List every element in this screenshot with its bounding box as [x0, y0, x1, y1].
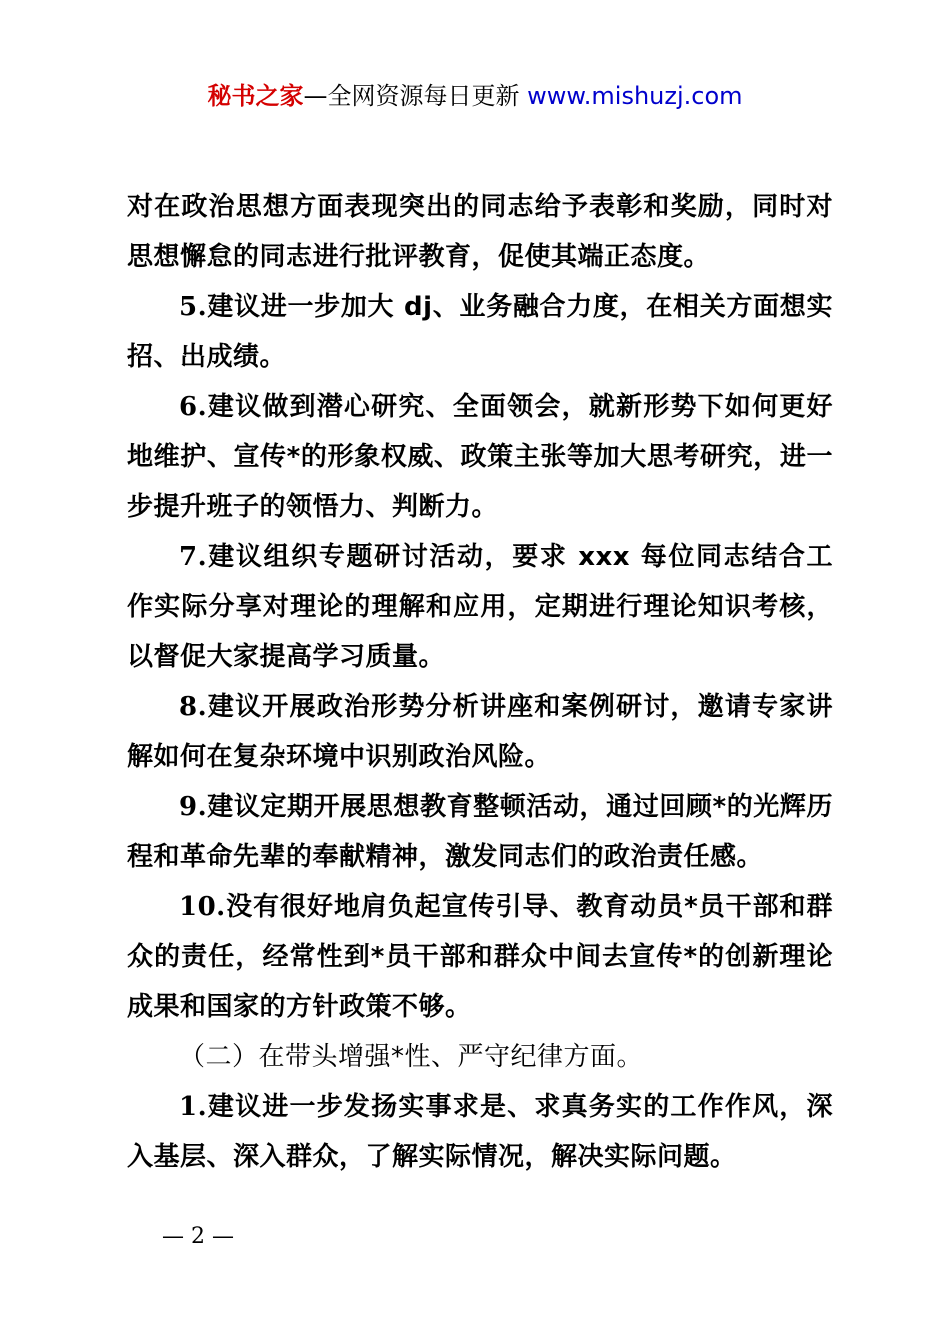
paragraph-item-7 — [127, 532, 833, 682]
site-banner — [0, 80, 950, 112]
paragraph-text: 建议定期开展思想教育整顿活动，通过回顾*的光辉历程和革命先辈的奉献精神，激发同志们的政治责任感。 — [127, 792, 833, 872]
page-number: — 2 — — [162, 1224, 234, 1249]
paragraph-text: 没有很好地肩负起宣传引导、教育动员*员干部和群众的责任，经常性到*员干部和群众中间去宣传*的创新理论成果和国家的方针政策不够。 — [127, 892, 833, 1022]
paragraph-text: 建议进一步加大 dj、业务融合力度，在相关方面想实招、出成绩。 — [127, 292, 833, 372]
item-number: 5. — [179, 292, 208, 322]
paragraph-item-1 — [127, 1082, 833, 1182]
paragraph-item-10 — [127, 882, 833, 1032]
paragraph-text: 建议组织专题研讨活动，要求 xxx 每位同志结合工作实际分享对理论的理解和应用，定期进行理论知识考核，以督促大家提高学习质量。 — [127, 542, 833, 672]
paragraph-continuation — [127, 182, 833, 282]
item-number: 9. — [179, 792, 208, 822]
paragraph-item-6 — [127, 382, 833, 532]
section-heading-text: （二）在带头增强*性、严守纪律方面。 — [179, 1042, 644, 1072]
paragraph-text: 建议开展政治形势分析讲座和案例研讨，邀请专家讲解如何在复杂环境中识别政治风险。 — [127, 692, 833, 772]
paragraph-text: 建议做到潜心研究、全面领会，就新形势下如何更好地维护、宣传*的形象权威、政策主张等加大思考研究，进一步提升班子的领悟力、判断力。 — [127, 392, 833, 522]
item-number: 6. — [179, 392, 208, 422]
paragraph-text: 建议进一步发扬实事求是、求真务实的工作作风，深入基层、深入群众，了解实际情况，解决实际问题。 — [127, 1092, 833, 1172]
item-number: 8. — [179, 692, 208, 722]
paragraph-item-5 — [127, 282, 833, 382]
item-number: 10. — [179, 892, 226, 922]
site-url-link[interactable]: www.mishuzj.com — [527, 82, 743, 110]
brand-name: 秘书之家 — [207, 82, 304, 110]
paragraph-item-9 — [127, 782, 833, 882]
banner-tagline: —全网资源每日更新 — [303, 82, 520, 110]
paragraph-item-8 — [127, 682, 833, 782]
document-body — [127, 182, 833, 1182]
item-number: 7. — [179, 542, 208, 572]
section-heading — [127, 1032, 833, 1082]
paragraph-text: 对在政治思想方面表现突出的同志给予表彰和奖励，同时对思想懈怠的同志进行批评教育，促使其端正态度。 — [127, 192, 833, 272]
item-number: 1. — [179, 1092, 208, 1122]
